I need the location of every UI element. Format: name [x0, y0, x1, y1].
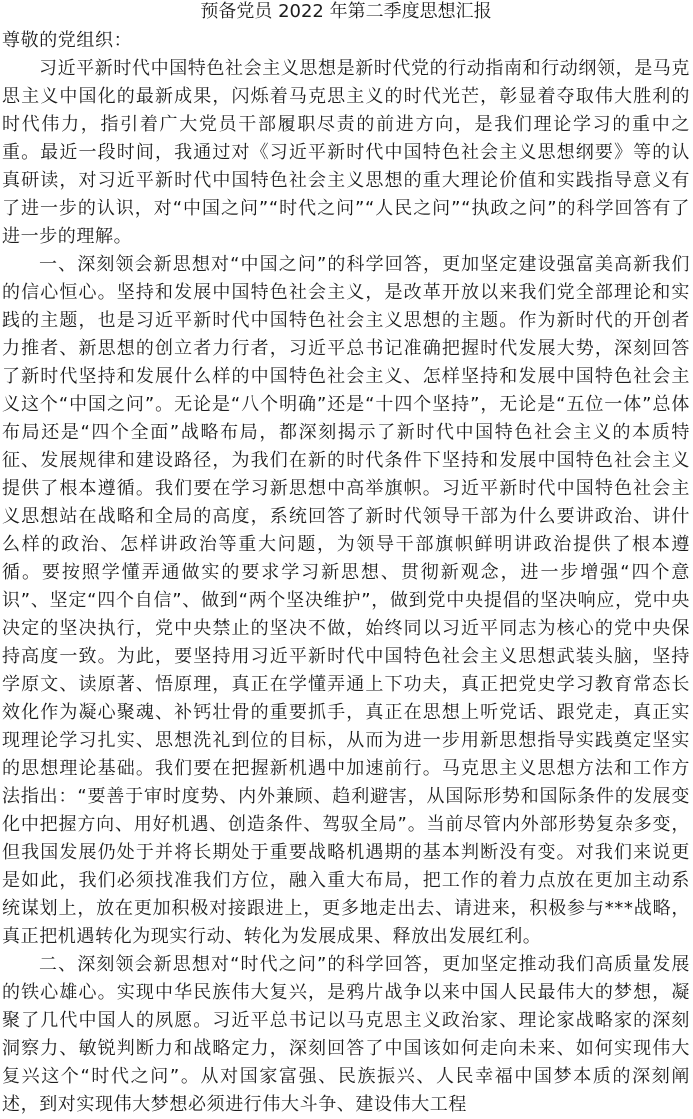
section-1-heading: 一、深刻领会新思想对“中国之问”的科学回答，更加坚定建设强富美高新我们的信心恒心。	[2, 254, 690, 303]
document-body	[2, 27, 690, 1119]
section-1-paragraph	[2, 251, 690, 951]
salutation: 尊敬的党组织：	[2, 30, 133, 51]
document-title: 预备党员 2022 年第二季度思想汇报	[200, 1, 492, 22]
section-2-body: 实现中华民族伟大复兴，是鸦片战争以来中国人民最伟大的梦想，凝聚了几代中国人的夙愿。习近平总书记以马克思主义政治家、理论家战略家的深刻洞察力、敏锐判断力和战略定力，深刻回答了中国该如何走向未来、如何实现伟大复兴这个“时代之问”。从对国家富强、民族振兴、人民幸福中国梦本质的深刻阐述，到对实现伟大梦想必须进行伟大斗争、建设伟大工程	[2, 982, 691, 1115]
intro-paragraph: 习近平新时代中国特色社会主义思想是新时代党的行动指南和行动纲领，是马克思主义中国化的最新成果，闪烁着马克思主义的时代光芒，彰显着夺取伟大胜利的时代伟力，指引着广大党员干部履职尽责的前进方向，是我们理论学习的重中之重。最近一段时间，我通过对《习近平新时代中国特色社会主义思想纲要》等的认真研读，对习近平新时代中国特色社会主义思想的重大理论价值和实践指导意义有了进一步的认识，对“中国之问”“时代之问”“人民之问”“执政之问”的科学回答有了进一步的理解。	[2, 58, 690, 247]
section-1-body: 坚持和发展中国特色社会主义，是改革开放以来我们党全部理论和实践的主题，也是习近平新时代中国特色社会主义思想的主题。作为新时代的开创者力推者、新思想的创立者力行者，习近平总书记准确把握时代发展大势，深刻回答了新时代坚持和发展什么样的中国特色社会主义、怎样坚持和发展中国特色社会主义这个“中国之问”。无论是“八个明确”还是“十四个坚持”，无论是“五位一体”总体布局还是“四个全面”战略布局，都深刻揭示了新时代中国特色社会主义的本质特征、发展规律和建设路径，为我们在新的时代条件下坚持和发展中国特色社会主义提供了根本遵循。我们要在学习新思想中高举旗帜。习近平新时代中国特色社会主义思想站在战略和全局的高度，系统回答了新时代领导干部为什么要讲政治、讲什么样的政治、怎样讲政治等重大问题，为领导干部旗帜鲜明讲政治提供了根本遵循。要按照学懂弄通做实的要求学习新思想、贯彻新观念，进一步增强“四个意识”、坚定“四个自信”、做到“两个坚决维护”，做到党中央提倡的坚决响应，党中央决定的坚决执行，党中央禁止的坚决不做，始终同以习近平同志为核心的党中央保持高度一致。为此，要坚持用习近平新时代中国特色社会主义思想武装头脑，坚持学原文、读原著、悟原理，真正在学懂弄通上下功夫，真正把党史学习教育常态长效化作为凝心聚魂、补钙壮骨的重要抓手，真正在思想上听党话、跟党走，真正实现理论学习扎实、思想洗礼到位的目标，从而为进一步用新思想指导实践奠定坚实的思想理论基础。我们要在把握新机遇中加速前行。马克思主义思想方法和工作方法指出：“要善于审时度势、内外兼顾、趋利避害，从国际形势和国际条件的发展变化中把握方向、用好机遇、创造条件、驾驭全局”。当前尽管内外部形势复杂多变，但我国发展仍处于并将长期处于重要战略机遇期的基本判断没有变。对我们来说更是如此，我们必须找准我们方位，融入重大布局，把工作的着力点放在更加主动系统谋划上，放在更加积极对接跟进上，更多地走出去、请进来，积极参与***战略，真正把机遇转化为现实行动、转化为发展成果、释放出发展红利。	[2, 282, 691, 947]
section-2-heading: 二、深刻领会新思想对“时代之问”的科学回答，更加坚定推动我们高质量发展的铁心雄心。	[2, 954, 690, 1003]
section-2-paragraph	[2, 951, 690, 1119]
